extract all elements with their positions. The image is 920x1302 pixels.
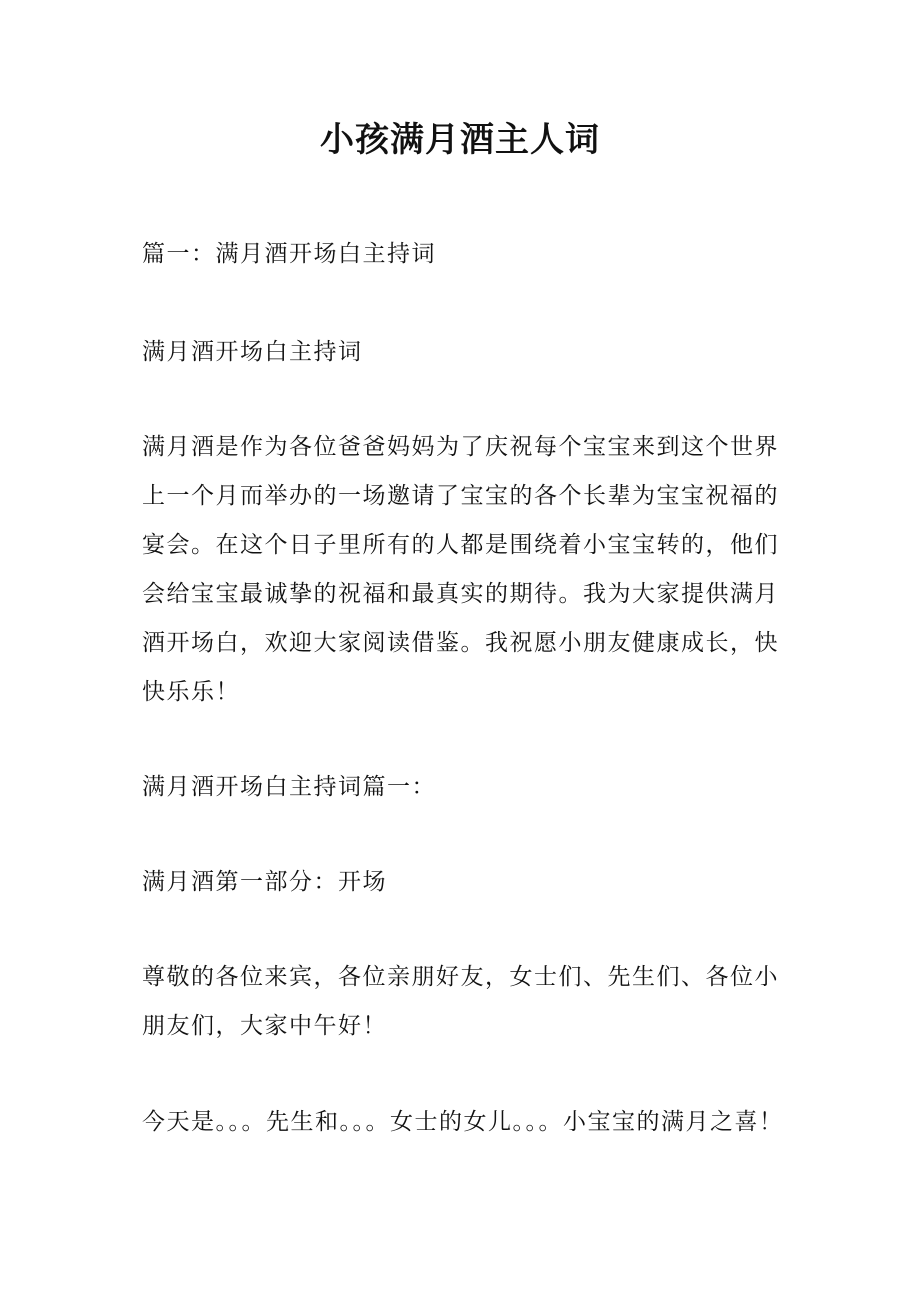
announcement-paragraph: 今天是。。。先生和。。。女士的女儿。。。小宝宝的满月之喜！ — [142, 1109, 784, 1135]
intro-paragraph: 满月酒是作为各位爸爸妈妈为了庆祝每个宝宝来到这个世界上一个月而举办的一场邀请了宝宝的各个长辈为宝宝祝福的宴会。在这个日子里所有的人都是围绕着小宝宝转的，他们会给宝宝最诚挚的祝福和最真实的期待。我为大家提供满月酒开场白，欢迎大家阅读借鉴。我祝愿小朋友健康成长，快快乐乐！ — [142, 434, 779, 705]
chapter-heading: 篇一：满月酒开场白主持词 — [142, 241, 436, 267]
part-heading: 满月酒第一部分：开场 — [142, 869, 387, 895]
section-heading: 满月酒开场白主持词篇一： — [142, 774, 436, 800]
greeting-paragraph: 尊敬的各位来宾，各位亲朋好友，女士们、先生们、各位小朋友们，大家中午好！ — [142, 964, 779, 1039]
document-title: 小孩满月酒主人词 — [320, 120, 600, 160]
section-subheading: 满月酒开场白主持词 — [142, 339, 363, 365]
